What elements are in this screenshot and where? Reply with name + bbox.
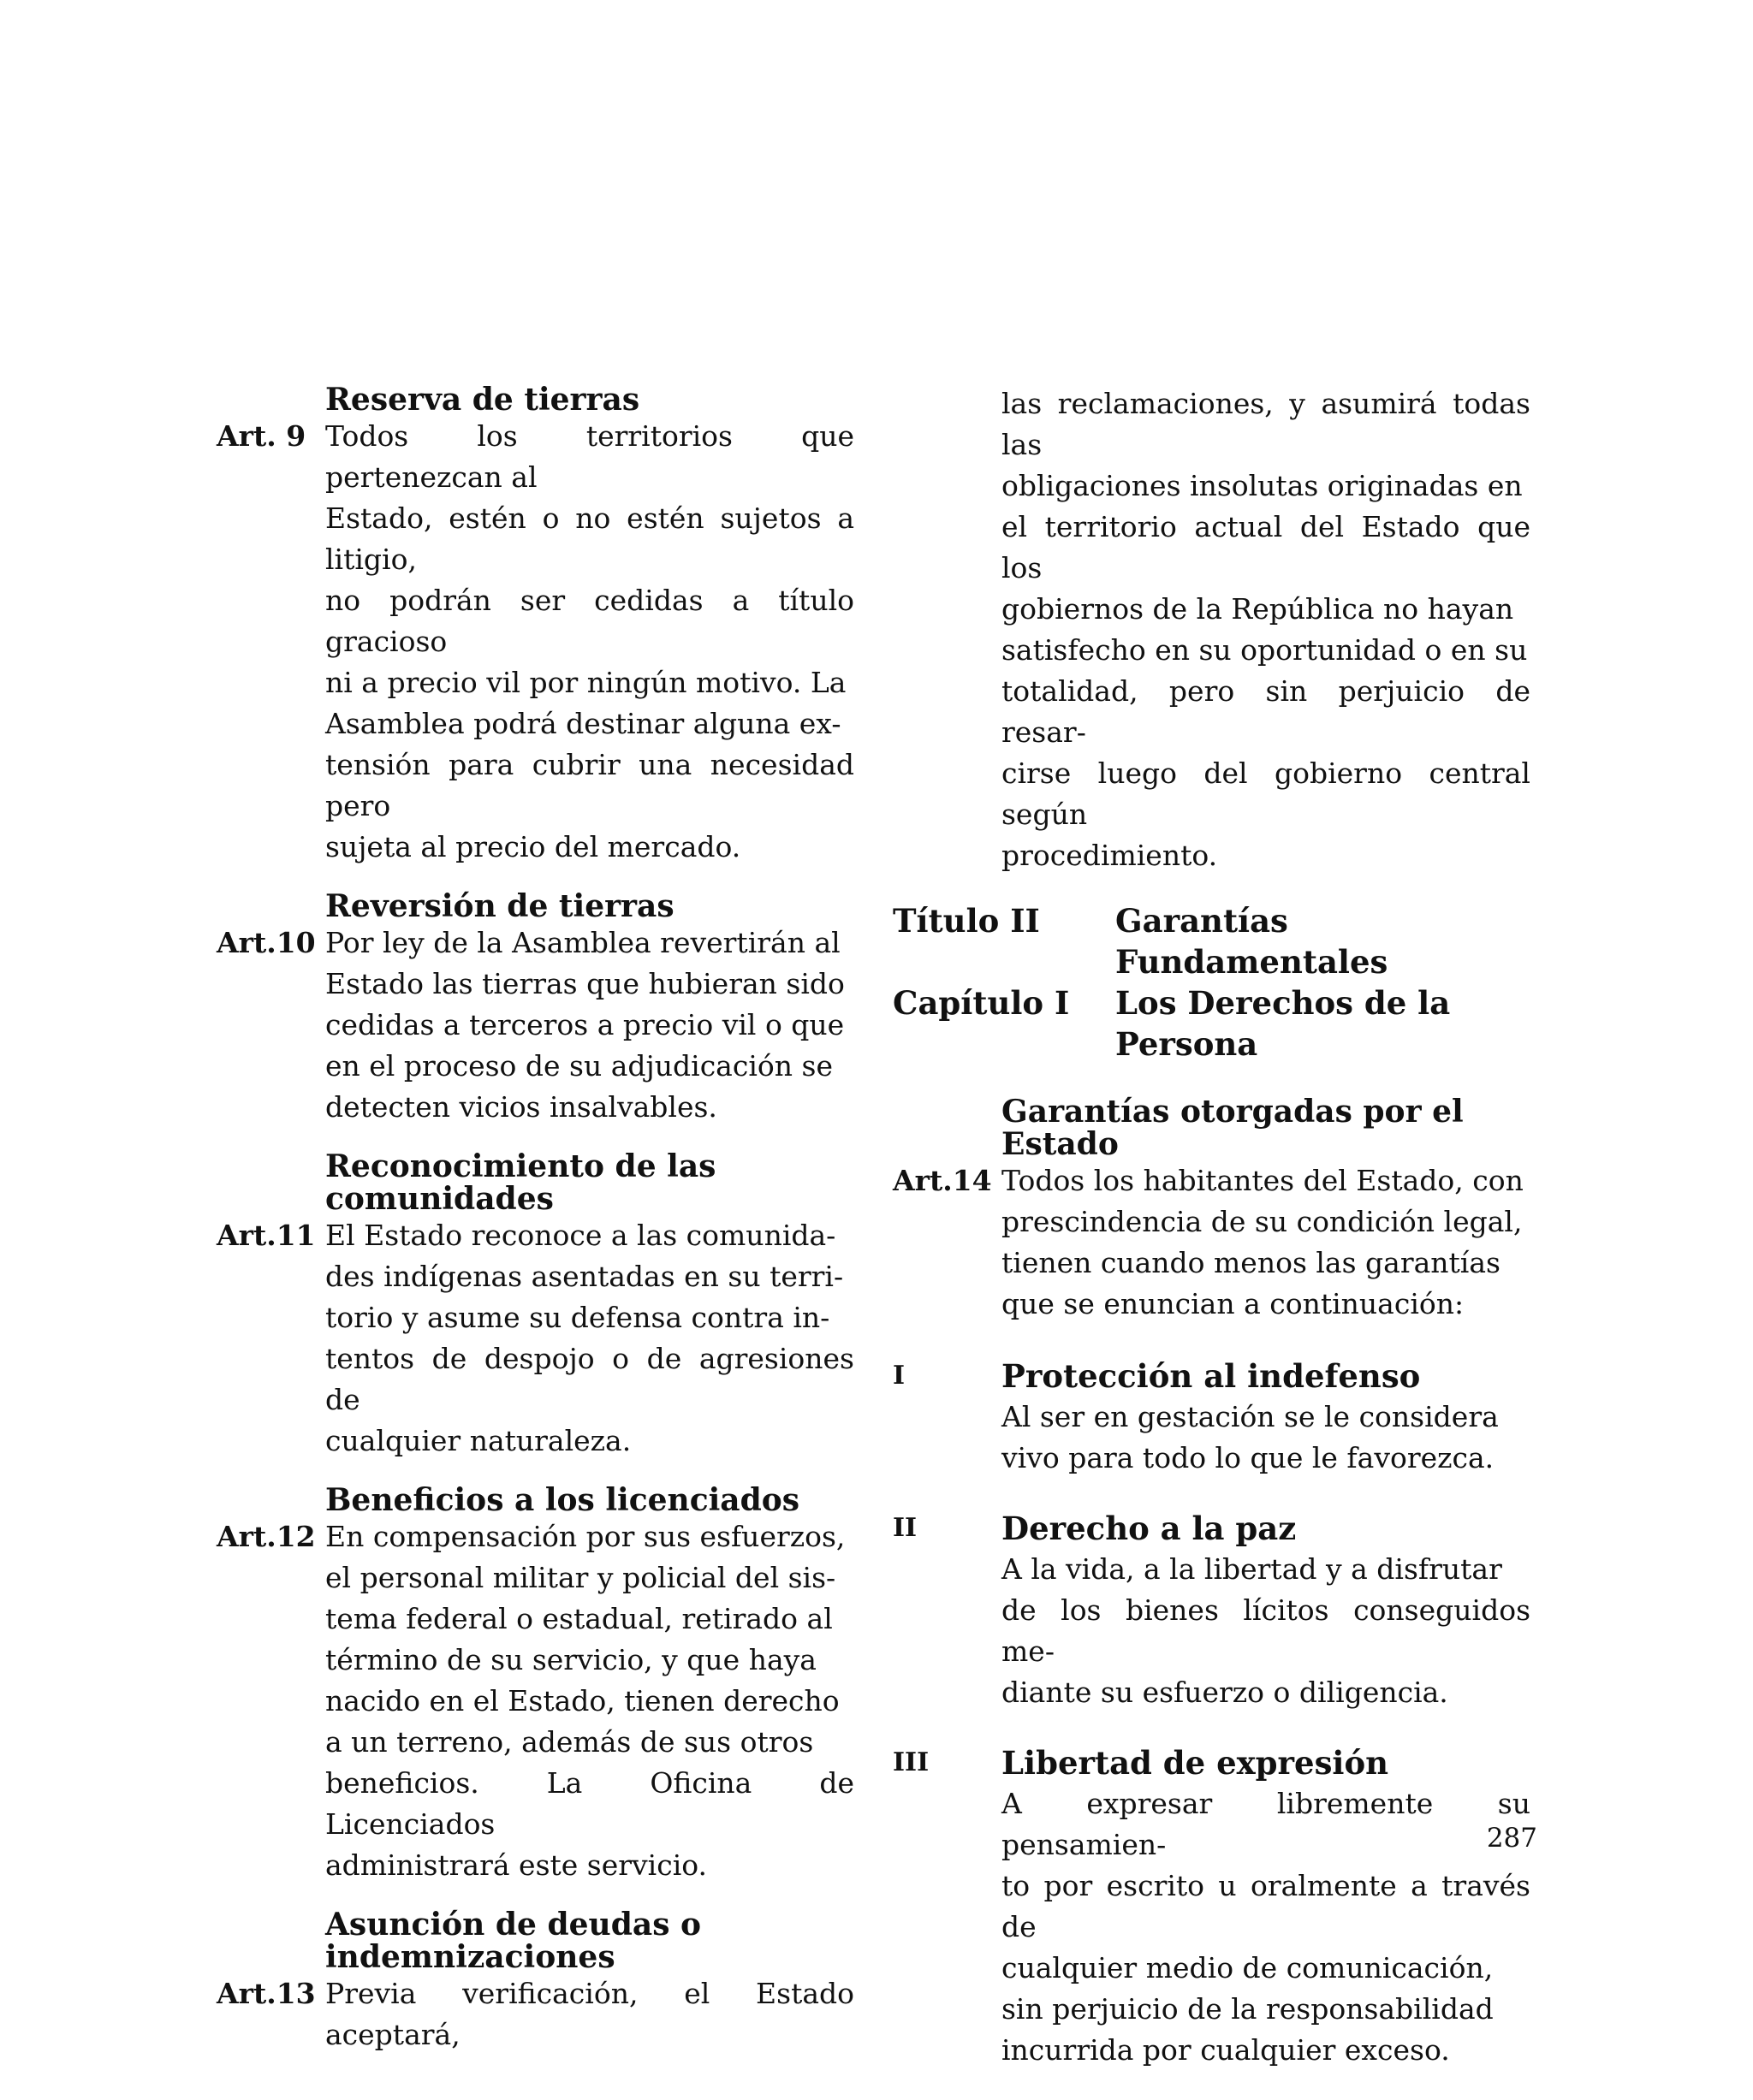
guarantee-title: Protección al indefenso [1001, 1357, 1421, 1395]
guarantee-title: Libertad de expresión [1001, 1744, 1389, 1782]
article-text: El Estado reconoce a las comunida- des indígenas asentadas en su terri- torio y asume su defensa contra in- tentos de despojo o de agresiones de cualquier naturaleza. [325, 1219, 854, 1457]
guarantee-ii: II Derecho a la paz A la vida, a la libertad y a disfrutar de los bienes lícitos conseguidos me- diante su esfuerzo o diligencia. [893, 1510, 1530, 1709]
article-heading: Reconocimiento de las comunidades [325, 1148, 716, 1217]
article-number: Art.11 [217, 1219, 316, 1252]
capitulo-label: Capítulo I [893, 984, 1070, 1022]
titulo-row [893, 900, 1530, 982]
capitulo-value: Los Derechos de la Persona [1115, 984, 1451, 1063]
article-14 [893, 1095, 1530, 1325]
article-number: Art.12 [217, 1520, 316, 1553]
article-heading: Beneficios a los licenciados [325, 1482, 800, 1518]
guarantee-iii: III Libertad de expresión A expresar libremente su pensamien- to por escrito u oralmente a través de cualquier medio de comunicación, sin perjuicio de la responsabilidad incurrida por cualquier exceso. [893, 1744, 1530, 2067]
article-text: Todos los territorios que pertenezcan al Estado, estén o no estén sujetos a litigio, no podrán ser cedidas a título gracioso ni a precio vil por ningún motivo. La Asamblea podrá destinar alguna ex- tensión para cubrir una necesidad pero sujeta al precio del mercado. [325, 419, 854, 863]
article-10 [217, 890, 854, 1128]
capitulo-row [893, 982, 1530, 1065]
titulo-value: Garantías Fundamentales [1115, 902, 1388, 981]
guarantee-i: I Protección al indefenso Al ser en gestación se le considera vivo para todo lo que le favorezca. [893, 1356, 1530, 1479]
article-text: Previa verificación, el Estado aceptará, [325, 1977, 854, 2051]
left-column [217, 383, 854, 2078]
titulo-label: Título II [893, 902, 1040, 940]
guarantee-number: III [893, 1747, 930, 1777]
article-heading: Garantías otorgadas por el Estado [1001, 1094, 1464, 1162]
guarantee-number: II [893, 1513, 918, 1543]
article-heading: Asunción de deudas o indemnizaciones [325, 1907, 702, 1975]
article-12 [217, 1484, 854, 1886]
article-13 [217, 1908, 854, 2056]
right-column [893, 383, 1530, 2100]
article-11 [217, 1150, 854, 1462]
article-13-continuation: las reclamaciones, y asumirá todas las obligaciones insolutas originadas en el territorio actual del Estado que los gobiernos de la República no hayan satisfecho en su oportunidad o en su totalidad, pero sin perjuicio de resar- cirse luego del gobierno central según procedimiento. [1001, 387, 1530, 872]
article-number: Art.10 [217, 926, 316, 959]
article-heading: Reserva de tierras [325, 382, 640, 418]
article-text: En compensación por sus esfuerzos, el personal militar y policial del sis- tema federal o estadual, retirado al término de su servicio, y que haya nacido en el Estado, tienen derecho a un terreno, además de sus otros beneficios. La Oficina de Licenciados administrará este servicio. [325, 1520, 854, 1882]
article-number: Art.13 [217, 1977, 316, 2010]
article-9 [217, 383, 854, 868]
article-number: Art. 9 [217, 419, 306, 453]
article-text: Todos los habitantes del Estado, con prescindencia de su condición legal, tienen cuando menos las garantías que se enuncian a continuación: [1001, 1164, 1524, 1320]
article-text: Por ley de la Asamblea revertirán al Estado las tierras que hubieran sido cedidas a terceros a precio vil o que en el proceso de su adjudicación se detecten vicios insalvables. [325, 926, 845, 1124]
article-heading: Reversión de tierras [325, 888, 674, 924]
article-number: Art.14 [893, 1164, 992, 1197]
title-chapter-block [893, 900, 1530, 1065]
guarantee-title: Derecho a la paz [1001, 1510, 1297, 1547]
guarantee-number: I [893, 1361, 906, 1391]
page-number: 287 [1486, 1823, 1537, 1854]
